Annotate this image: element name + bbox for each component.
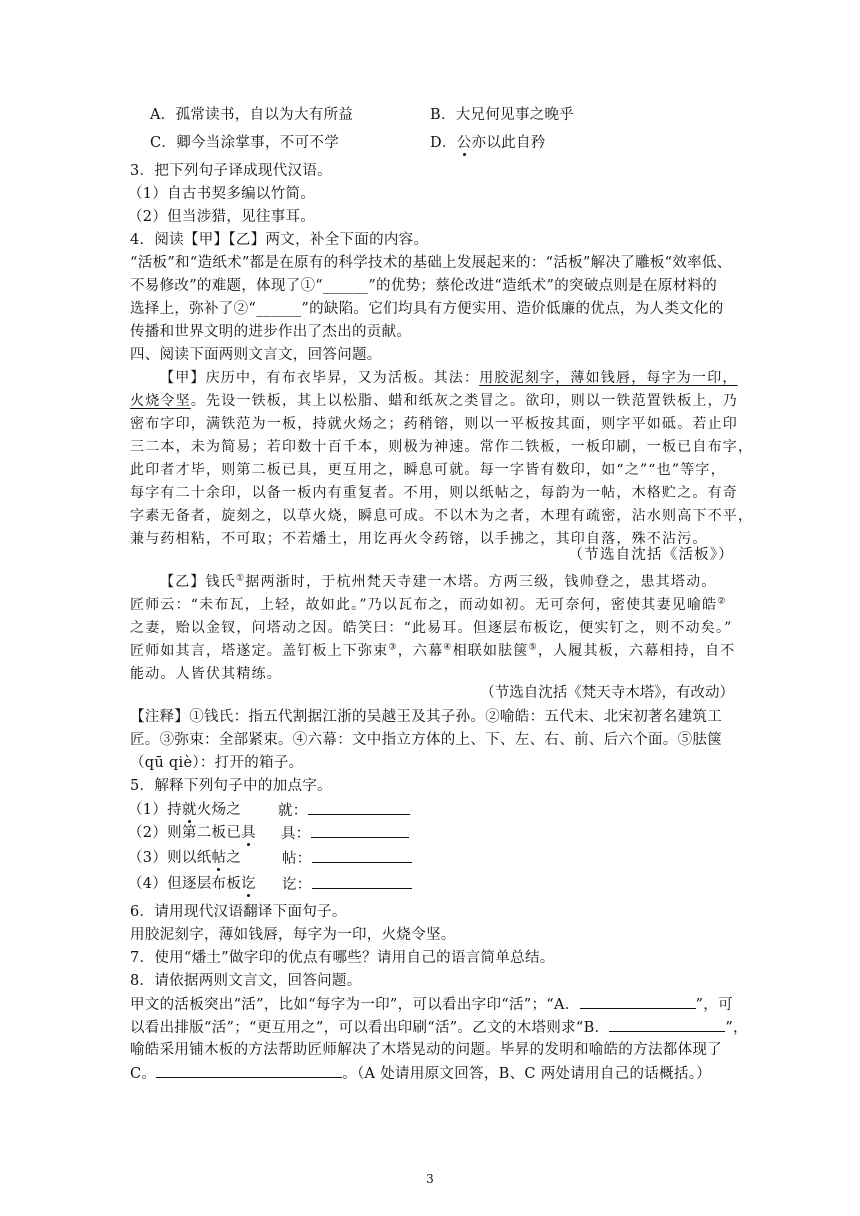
answer-blank[interactable] <box>308 800 410 815</box>
answer-blank[interactable] <box>311 823 409 838</box>
answer-blank-b[interactable] <box>609 1017 725 1032</box>
question-6-title: 6．请用现代汉语翻译下面句子。 <box>130 904 347 920</box>
option-d: D．公亦以此自矜 <box>430 135 546 151</box>
yi-line-3: 之妻，贻以金钗，问塔动之因。皓笑曰：“此易耳。但逐层布板讫，便实钉之，则不动矣。” <box>130 620 733 636</box>
answer-blank-a[interactable] <box>580 994 696 1009</box>
question-3-title: 3．把下列句子译成现代汉语。 <box>130 163 332 179</box>
question-5-word-3: 帖： <box>282 848 412 869</box>
answer-blank[interactable] <box>312 848 412 863</box>
page-number: 3 <box>426 1172 434 1186</box>
question-5-word-2: 具： <box>281 823 409 844</box>
jia-line-6: 每字有二十余印，以备一板内有重复者。不用，则以纸帖之，每韵为一帖，木格贮之。有奇 <box>130 485 738 501</box>
question-8-line-1: 甲文的活板突出“活”，比如“每字为一印”，可以看出字印“活”；“A． ”，可 <box>130 994 733 1015</box>
notes-line-2: 匠。③弥束：全部紧束。④六幕：文中指立方体的上、下、左、右、前、后六个面。⑤胠箧 <box>130 732 722 748</box>
question-4-line-1: “活板”和“造纸术”都是在原有的科学技术的基础上发展起来的：“活板”解决了雕板“效率低、 <box>130 255 732 271</box>
jia-line-2: 火烧令坚。先设一铁板，其上以松脂、蜡和纸灰之类冒之。欲印，则以一铁范置铁板上，乃 <box>130 393 739 409</box>
option-b: B．大兄何见事之晚乎 <box>430 107 575 123</box>
question-3-item-2: （2）但当涉猎，见往事耳。 <box>128 209 316 225</box>
jia-line-5: 此印者才毕，则第二板已具，更互用之，瞬息可就。每一字皆有数印，如“之”“也”等字， <box>130 462 726 478</box>
jia-line-1: 【甲】庆历中，有布衣毕昇，又为活板。其法：用胶泥刻字，薄如钱唇，每字为一印， <box>160 370 738 386</box>
question-5-title: 5．解释下列句子中的加点字。 <box>130 778 332 794</box>
yi-line-1: 【乙】钱氏①据两浙时，于杭州梵天寺建一木塔。方两三级，钱帅登之，患其塔动。 <box>160 573 717 590</box>
question-5-word-1: 就： <box>278 800 410 821</box>
jia-line-4: 三二本，未为简易；若印数十百千本，则极为神速。常作二铁板，一板印刷，一板已自布字， <box>130 439 754 455</box>
question-5-item-2: （2）则第二板已具 <box>128 825 256 841</box>
underlined-sentence: 用胶泥刻字，薄如钱唇，每字为一印， <box>479 370 738 386</box>
jia-line-7: 字素无备者，旋刻之，以草火烧，瞬息可成。不以木为之者，木理有疏密，沾水则高下不平， <box>130 508 754 524</box>
question-5-item-4: （4）但逐层布板讫 <box>128 876 256 892</box>
notes-line-3: （qū qiè）：打开的箱子。 <box>130 755 304 771</box>
yi-line-4: 匠师如其言，塔遂定。盖钉板上下弥束③，六幕④相联如胠箧⑤，人履其板，六幕相持，自不 <box>130 642 736 659</box>
question-7-title: 7．使用“燔土”做字印的优点有哪些？请用自己的语言简单总结。 <box>130 950 555 966</box>
yi-line-5: 能动。人皆伏其精练。 <box>130 666 282 682</box>
question-8-title: 8．请依据两则文言文，回答问题。 <box>130 973 362 989</box>
question-6-sentence: 用胶泥刻字，薄如钱唇，每字为一印，火烧令坚。 <box>130 927 456 943</box>
question-8-line-4: C。 。（A 处请用原文回答，B、C 两处请用自己的话概括。） <box>130 1063 711 1084</box>
question-4-line-2: 不易修改”的难题，体现了①“______”的优势；蔡伦改进“造纸术”的突破点则是在原材料的 <box>130 278 718 294</box>
yi-source: （节选自沈括《梵天寺木塔》，有改动） <box>480 685 734 701</box>
section-4-heading: 四、阅读下面两则文言文，回答问题。 <box>130 347 382 363</box>
jia-source: （节选自沈括《活板》） <box>568 547 734 563</box>
question-4-title: 4．阅读【甲】【乙】两文，补全下面的内容。 <box>130 232 429 248</box>
question-3-item-1: （1）自古书契多编以竹简。 <box>128 186 316 202</box>
notes-line-1: 【注释】①钱氏：指五代割据江浙的吴越王及其子孙。②喻皓：五代末、北宋初著名建筑工 <box>130 709 722 725</box>
question-4-line-3: 选择上，弥补了②“______”的缺陷。它们均具有方便实用、造价低廉的优点，为人类文化的 <box>130 301 724 317</box>
question-8-line-3: 喻皓采用铺木板的方法帮助匠师解决了木塔晃动的问题。毕昇的发明和喻皓的方法都体现了 <box>130 1042 722 1058</box>
question-8-line-2: 以看出排版“活”；“更互用之”，可以看出印刷“活”。乙文的木塔则求“B． ”， <box>130 1017 748 1038</box>
answer-blank-c[interactable] <box>156 1063 342 1078</box>
option-c: C．卿今当涂掌事，不可不学 <box>150 135 339 151</box>
jia-line-3: 密布字印，满铁范为一板，持就火炀之；药稍镕，则以一平板按其面，则字平如砥。若止印 <box>130 416 738 432</box>
yi-line-2: 匠师云：“未布瓦，上轻，故如此。”乃以瓦布之，而动如初。无可奈何，密使其妻见喻皓② <box>130 596 727 613</box>
question-5-item-1: （1）持就火炀之 <box>128 802 242 818</box>
dotted-char: 公 <box>456 135 472 151</box>
option-a: A．孤常读书，自以为大有所益 <box>150 107 354 123</box>
answer-blank[interactable] <box>312 874 412 889</box>
question-4-line-4: 传播和世界文明的进步作出了杰出的贡献。 <box>130 324 412 340</box>
question-5-item-3: （3）则以纸帖之 <box>128 850 242 866</box>
question-5-word-4: 讫： <box>282 874 412 895</box>
underlined-sentence-end: 火烧令坚 <box>130 393 191 409</box>
jia-line-8: 兼与药相粘，不可取；不若燔土，用讫再火令药镕，以手拂之，其印自落，殊不沾污。 <box>130 531 708 547</box>
